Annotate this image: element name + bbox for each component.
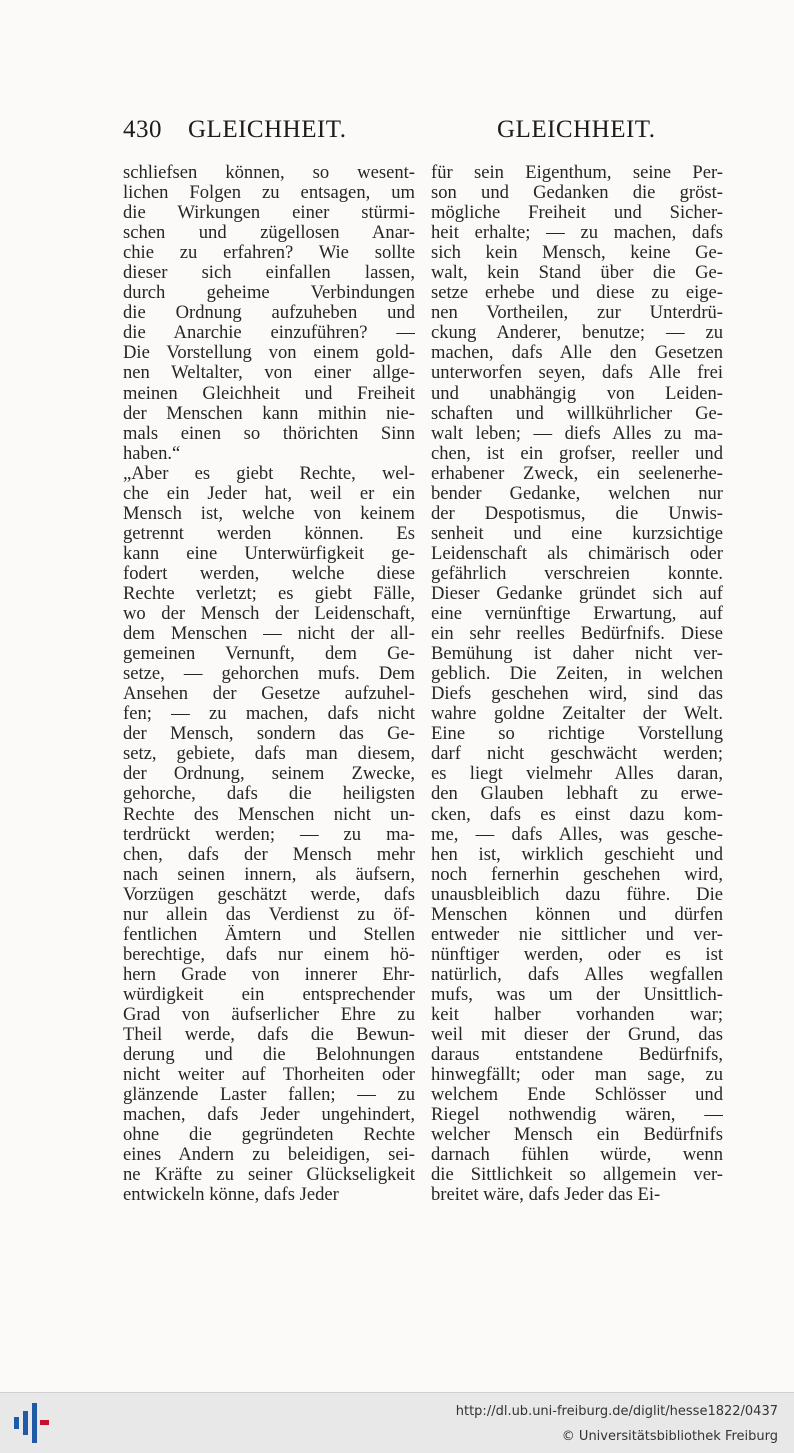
text-line: haben.“ (123, 443, 181, 464)
text-line: natürlich, dafs Alles wegfallen (431, 964, 723, 985)
text-line: nünftiger werden, oder es ist (431, 944, 723, 965)
text-line: darnach fühlen würde, wenn (431, 1145, 723, 1166)
text-line: eine vernünftige Erwartung, auf (431, 604, 723, 625)
text-line: meinen Gleichheit und Freiheit (123, 383, 415, 404)
text-line: Rechte verletzt; es giebt Fälle, (123, 583, 415, 604)
text-line: Theil werde, dafs die Bewun- (123, 1025, 415, 1046)
text-line: der Despotismus, die Unwis- (431, 503, 723, 524)
text-line: dieser sich einfallen lassen, (123, 263, 415, 284)
text-line: der Mensch, sondern das Ge- (123, 724, 415, 745)
text-line: den Glauben lebhaft zu erwe- (431, 784, 723, 805)
copyright-notice: © Universitätsbibliothek Freiburg (561, 1429, 778, 1444)
text-line: geblich. Die Zeiten, in welchen (431, 664, 723, 685)
text-line: setze, — gehorchen mufs. Dem (123, 664, 415, 685)
text-line: hen ist, wirklich geschieht und (431, 844, 723, 865)
text-line: unausbleiblich dazu führe. Die (431, 884, 723, 905)
text-line: Diefs geschehen wird, sind das (431, 684, 723, 705)
left-text-column (123, 163, 415, 1205)
text-line: es liegt vielmehr Alles daran, (431, 764, 723, 785)
text-line: hinwegfällt; oder man sage, zu (431, 1065, 723, 1086)
text-line: cken, dafs es einst dazu kom- (431, 804, 723, 825)
text-line: Eine so richtige Vorstellung (431, 724, 723, 745)
text-line: walt leben; — diefs Alles zu ma- (431, 423, 723, 444)
text-line: eines Andern zu beleidigen, sei- (123, 1145, 415, 1166)
text-line: me, — dafs Alles, was gesche- (431, 824, 723, 845)
text-line: Die Vorstellung von einem gold- (123, 343, 415, 364)
text-line: chie zu erfahren? Wie sollte (123, 243, 415, 264)
text-line: nicht weiter auf Thorheiten oder (123, 1065, 415, 1086)
text-line: Leidenschaft als chimärisch oder (431, 543, 723, 564)
right-text-column (431, 163, 723, 1205)
running-head-left: GLEICHHEIT. (188, 116, 347, 143)
text-line: kann eine Unterwürfigkeit ge- (123, 543, 415, 564)
page-number: 430 (123, 116, 162, 143)
text-line: entwickeln könne, dafs Jeder (123, 1185, 339, 1206)
text-line: gemeinen Vernunft, dem Ge- (123, 644, 415, 665)
text-line: terdrückt werden; — zu ma- (123, 824, 415, 845)
text-line: setze erhebe und diese zu eige- (431, 283, 723, 304)
text-line: welcher Mensch ein Bedürfnifs (431, 1125, 723, 1146)
text-line: die Wirkungen einer stürmi- (123, 203, 415, 224)
text-line: heit erhalte; — zu machen, dafs (431, 223, 723, 244)
text-line: schliefsen können, so wesent- (123, 163, 415, 183)
text-line: Mensch ist, welche von keinem (123, 503, 415, 524)
text-line: senheit und eine kurzsichtige (431, 523, 723, 544)
text-line: gehorche, dafs die heiligsten (123, 784, 415, 805)
text-line: mögliche Freiheit und Sicher- (431, 203, 723, 224)
text-line: chen, dafs der Mensch mehr (123, 844, 415, 865)
text-line: der Ordnung, seinem Zwecke, (123, 764, 415, 785)
text-line: che ein Jeder hat, weil er ein (123, 483, 415, 504)
text-line: bender Gedanke, welchen nur (431, 483, 723, 504)
text-line: entweder nie sittlicher und ver- (431, 924, 723, 945)
text-line: lichen Folgen zu entsagen, um (123, 183, 415, 204)
text-line: Dieser Gedanke gründet sich auf (431, 583, 723, 604)
text-line: getrennt werden können. Es (123, 523, 415, 544)
text-line: Vorzügen geschätzt werde, dafs (123, 884, 415, 905)
text-line: die Anarchie einzuführen? — (123, 323, 415, 344)
text-line: ohne die gegründeten Rechte (123, 1125, 415, 1146)
viewer-footer (0, 1392, 794, 1453)
text-line: unterworfen seyen, dafs Alle frei (431, 363, 723, 384)
text-line: glänzende Laster fallen; — zu (123, 1085, 415, 1106)
text-line: ckung Anderer, benutze; — zu (431, 323, 723, 344)
text-line: derung und die Belohnungen (123, 1045, 415, 1066)
text-line: fentlichen Ämtern und Stellen (123, 924, 415, 945)
text-line: nen Vortheilen, zur Unterdrü- (431, 303, 723, 324)
text-line: mufs, was um der Unsittlich- (431, 984, 723, 1005)
text-line: daraus entstandene Bedürfnifs, (431, 1045, 723, 1066)
text-line: erhabener Zweck, ein seelenerhe- (431, 463, 723, 484)
text-line: würdigkeit ein entsprechender (123, 984, 415, 1005)
text-line: Ansehen der Gesetze aufzuhel- (123, 684, 415, 705)
text-line: wahre goldne Zeitalter der Welt. (431, 704, 723, 725)
text-line: und unabhängig von Leiden- (431, 383, 723, 404)
text-line: Menschen können und dürfen (431, 904, 723, 925)
permalink-url[interactable]: http://dl.ub.uni-freiburg.de/diglit/hesse1822/0437 (455, 1404, 778, 1419)
text-line: gefährlich verschreien konnte. (431, 563, 723, 584)
text-line: darf nicht geschwächt werden; (431, 744, 723, 765)
text-line: für sein Eigenthum, seine Per- (431, 163, 723, 183)
text-line: „Aber es giebt Rechte, wel- (123, 463, 415, 484)
text-line: Bemühung ist daher nicht ver- (431, 644, 723, 665)
text-line: nur allein das Verdienst zu öf- (123, 904, 415, 925)
text-line: Rechte des Menschen nicht un- (123, 804, 415, 825)
text-line: mals einen so thörichten Sinn (123, 423, 415, 444)
text-line: berechtige, dafs nur einem hö- (123, 944, 415, 965)
text-line: durch geheime Verbindungen (123, 283, 415, 304)
text-line: wo der Mensch der Leidenschaft, (123, 604, 415, 625)
ub-freiburg-logo-icon[interactable] (14, 1403, 52, 1443)
text-line: schen und zügellosen Anar- (123, 223, 415, 244)
running-head-right: GLEICHHEIT. (497, 116, 656, 143)
text-line: fodert werden, welche diese (123, 563, 415, 584)
text-line: nen Weltalter, von einer allge- (123, 363, 415, 384)
text-line: setz, gebiete, dafs man diesem, (123, 744, 415, 765)
text-line: walt, kein Stand über die Ge- (431, 263, 723, 284)
text-line: weil mit dieser der Grund, das (431, 1025, 723, 1046)
text-line: noch fernerhin geschehen wird, (431, 864, 723, 885)
text-line: die Sittlichkeit so allgemein ver- (431, 1165, 723, 1186)
text-line: machen, dafs Jeder ungehindert, (123, 1105, 415, 1126)
text-line: ne Kräfte zu seiner Glückseligkeit (123, 1165, 415, 1186)
text-line: die Ordnung aufzuheben und (123, 303, 415, 324)
text-line: breitet wäre, dafs Jeder das Ei- (431, 1185, 661, 1206)
text-line: son und Gedanken die gröst- (431, 183, 723, 204)
text-line: fen; — zu machen, dafs nicht (123, 704, 415, 725)
text-line: machen, dafs Alle den Gesetzen (431, 343, 723, 364)
text-line: welchem Ende Schlösser und (431, 1085, 723, 1106)
text-line: Riegel nothwendig wären, — (431, 1105, 723, 1126)
text-line: Grad von äufserlicher Ehre zu (123, 1004, 415, 1025)
text-line: schaften und willkührlicher Ge- (431, 403, 723, 424)
text-line: dem Menschen — nicht der all- (123, 624, 415, 645)
text-line: ein sehr reelles Bedürfnifs. Diese (431, 624, 723, 645)
text-line: nach seinen innern, als äufsern, (123, 864, 415, 885)
text-line: der Menschen kann mithin nie- (123, 403, 415, 424)
text-line: sich kein Mensch, keine Ge- (431, 243, 723, 264)
text-line: hern Grade von innerer Ehr- (123, 964, 415, 985)
text-line: chen, ist ein grofser, reeller und (431, 443, 723, 464)
text-line: keit halber vorhanden war; (431, 1004, 723, 1025)
